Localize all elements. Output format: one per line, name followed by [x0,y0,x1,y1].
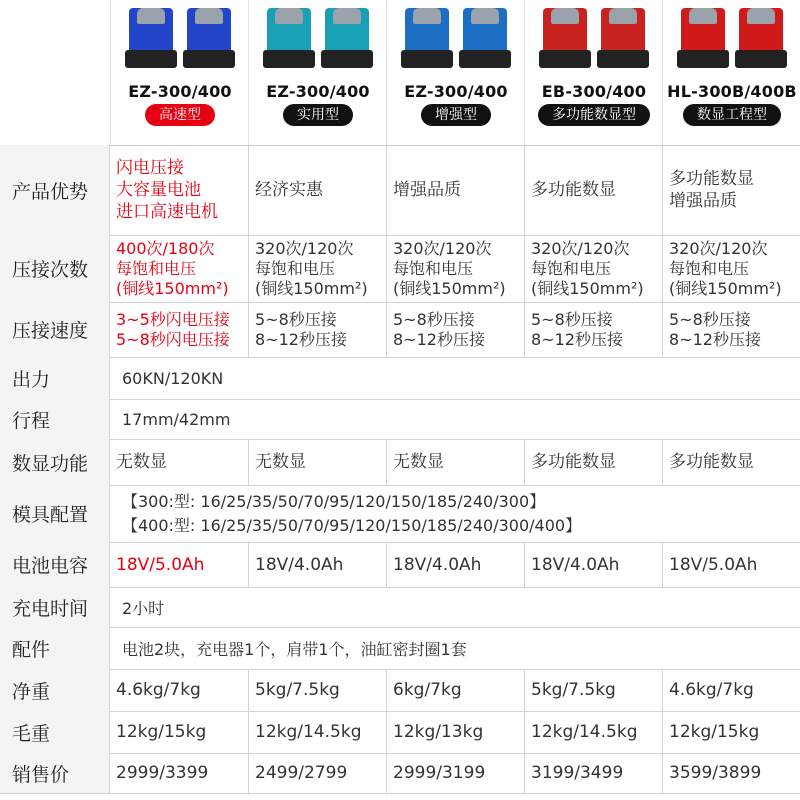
cell-line: 增强品质 [393,180,461,200]
cell-line: 5~8秒压接 [531,309,613,329]
cell-value: 无数显 [255,452,306,472]
battery-icon [321,50,373,68]
row-speed [0,302,800,358]
row-value: 60KN/120KN [122,368,224,388]
table-cell [110,145,248,235]
cell-line: 每饱和电压 [669,258,750,278]
cell-value: 12kg/15kg [669,722,760,742]
tool-head-icon [609,8,637,24]
cell-line: 5~8秒压接 [393,309,475,329]
crimping-tool-icon [267,8,311,68]
battery-icon [597,50,649,68]
cell-value: 3599/3899 [669,763,762,783]
tool-head-icon [747,8,775,24]
product-type-badge: 数显工程型 [683,104,781,126]
table-cell [662,235,800,302]
cell-value: 5kg/7.5kg [255,680,340,700]
row-price [0,753,800,794]
table-cell [248,302,386,357]
cell-line: 320次/120次 [393,238,492,258]
cell-line: 多功能数显 [531,180,616,200]
die-config-line: 【300:型: 16/25/35/50/70/95/120/150/185/240/300】 [122,491,546,511]
cell-line: 每饱和电压 [116,258,197,278]
table-cell [248,235,386,302]
table-cell [662,753,800,793]
row-charge [0,587,800,628]
cell-value: 6kg/7kg [393,680,462,700]
crimping-tool-icon [187,8,231,68]
row-display [0,439,800,486]
crimping-tool-icon [739,8,783,68]
row-output [0,357,800,400]
crimping-tool-icon [463,8,507,68]
row-gross-weight [0,711,800,754]
row-label: 行程 [0,399,110,439]
row-dies [0,485,800,543]
cell-line: (铜线150mm²) [531,278,644,298]
table-cell [110,711,248,753]
tool-head-icon [551,8,579,24]
row-count [0,235,800,303]
row-label: 充电时间 [0,587,110,627]
cell-line: 320次/120次 [531,238,630,258]
product-image [677,0,787,68]
table-cell [248,669,386,711]
row-advantage [0,145,800,236]
battery-icon [539,50,591,68]
cell-line: 3~5秒闪电压接 [116,309,230,329]
cell-line: 每饱和电压 [393,258,474,278]
cell-line: 进口高速电机 [116,202,218,222]
table-cell [248,542,386,587]
table-cell [524,753,662,793]
row-label: 模具配置 [0,485,110,542]
crimping-tool-icon [325,8,369,68]
row-stroke [0,399,800,440]
product-model: EZ-300/400 [404,82,508,101]
cell-line: 320次/120次 [669,238,768,258]
crimping-tool-icon [681,8,725,68]
product-type-badge: 实用型 [283,104,353,126]
cell-value: 2999/3199 [393,763,486,783]
battery-icon [677,50,729,68]
row-value: 2小时 [122,598,165,618]
product-model: EZ-300/400 [266,82,370,101]
cell-line: 8~12秒压接 [669,329,761,349]
product-type-badge: 多功能数显型 [538,104,650,126]
battery-icon [735,50,787,68]
crimping-tool-icon [601,8,645,68]
cell-line: (铜线150mm²) [255,278,368,298]
table-cell [662,145,800,235]
table-cell [662,669,800,711]
battery-icon [183,50,235,68]
cell-line: (铜线150mm²) [393,278,506,298]
cell-value: 多功能数显 [669,452,754,472]
tool-head-icon [275,8,303,24]
cell-value: 无数显 [393,452,444,472]
product-type-badge: 增强型 [421,104,491,126]
table-cell [524,439,662,485]
tool-head-icon [333,8,361,24]
row-value: 17mm/42mm [122,409,231,429]
product-image [401,0,511,68]
table-cell [386,711,524,753]
cell-line: 每饱和电压 [531,258,612,278]
table-cell [524,302,662,357]
cell-line: 多功能数显 [669,169,754,189]
crimping-tool-icon [129,8,173,68]
die-config-line: 【400:型: 16/25/35/50/70/95/120/150/185/240/300/400】 [122,515,582,535]
cell-value: 12kg/13kg [393,722,484,742]
product-column-header [662,0,800,145]
row-accessories [0,627,800,670]
table-cell [662,439,800,485]
table-cell [110,753,248,793]
cell-line: 8~12秒压接 [393,329,485,349]
table-cell [110,439,248,485]
tool-head-icon [413,8,441,24]
battery-icon [125,50,177,68]
cell-line: 5~8秒压接 [255,309,337,329]
cell-value: 多功能数显 [531,452,616,472]
table-cell [662,711,800,753]
cell-line: 闪电压接 [116,158,184,178]
table-cell [110,542,248,587]
product-image [263,0,373,68]
product-column-header [386,0,525,145]
table-cell [110,235,248,302]
tool-head-icon [689,8,717,24]
cell-line: (铜线150mm²) [116,278,229,298]
product-model: HL-300B/400B [667,82,797,101]
header-corner [0,0,110,145]
battery-icon [401,50,453,68]
crimping-tool-icon [405,8,449,68]
table-cell [110,669,248,711]
row-label: 配件 [0,627,110,669]
cell-value: 4.6kg/7kg [116,680,201,700]
row-value [110,485,800,542]
row-label: 销售价 [0,753,110,793]
row-label: 毛重 [0,711,110,753]
product-column-header [248,0,387,145]
cell-value: 18V/4.0Ah [255,554,344,575]
battery-icon [459,50,511,68]
product-column-header [110,0,249,145]
table-cell [386,145,524,235]
table-cell [386,235,524,302]
cell-value: 18V/4.0Ah [393,554,482,575]
row-label: 压接速度 [0,302,110,357]
table-cell [662,542,800,587]
table-cell [524,669,662,711]
product-model: EB-300/400 [541,82,647,101]
row-label: 数显功能 [0,439,110,485]
cell-value: 5kg/7.5kg [531,680,616,700]
cell-value: 12kg/14.5kg [255,722,362,742]
cell-line: 大容量电池 [116,180,201,200]
row-value: 电池2块，充电器1个，肩带1个，油缸密封圈1套 [122,639,467,659]
cell-line: 400次/180次 [116,238,215,258]
product-type-badge: 高速型 [145,104,215,126]
row-net-weight [0,669,800,712]
cell-value: 2499/2799 [255,763,348,783]
cell-line: 增强品质 [669,191,737,211]
tool-head-icon [471,8,499,24]
cell-line: 8~12秒压接 [255,329,347,349]
row-label: 电池电容 [0,542,110,587]
row-label: 压接次数 [0,235,110,302]
cell-value: 18V/5.0Ah [669,554,758,575]
product-column-header [524,0,663,145]
product-model: EZ-300/400 [128,82,232,101]
product-image [539,0,649,68]
tool-head-icon [137,8,165,24]
battery-icon [263,50,315,68]
cell-line: 经济实惠 [255,180,323,200]
table-cell [386,302,524,357]
cell-line: 5~8秒压接 [669,309,751,329]
product-header [0,0,800,146]
cell-value: 2999/3399 [116,763,209,783]
table-cell [386,439,524,485]
table-cell [524,711,662,753]
cell-value: 无数显 [116,452,167,472]
crimping-tool-icon [543,8,587,68]
row-label: 出力 [0,357,110,399]
table-cell [248,753,386,793]
product-image [125,0,235,68]
table-cell [386,669,524,711]
cell-line: (铜线150mm²) [669,278,782,298]
cell-line: 320次/120次 [255,238,354,258]
cell-value: 18V/4.0Ah [531,554,620,575]
table-cell [524,235,662,302]
cell-value: 4.6kg/7kg [669,680,754,700]
cell-line: 每饱和电压 [255,258,336,278]
row-battery [0,542,800,588]
table-cell [248,439,386,485]
cell-value: 12kg/15kg [116,722,207,742]
cell-value: 12kg/14.5kg [531,722,638,742]
table-cell [524,145,662,235]
table-cell [248,145,386,235]
table-cell [386,753,524,793]
cell-value: 3199/3499 [531,763,624,783]
cell-line: 8~12秒压接 [531,329,623,349]
table-cell [524,542,662,587]
cell-line: 5~8秒闪电压接 [116,329,230,349]
table-cell [110,302,248,357]
table-cell [386,542,524,587]
row-label: 净重 [0,669,110,711]
table-cell [248,711,386,753]
row-label: 产品优势 [0,145,110,235]
table-cell [662,302,800,357]
tool-head-icon [195,8,223,24]
cell-value: 18V/5.0Ah [116,554,205,575]
